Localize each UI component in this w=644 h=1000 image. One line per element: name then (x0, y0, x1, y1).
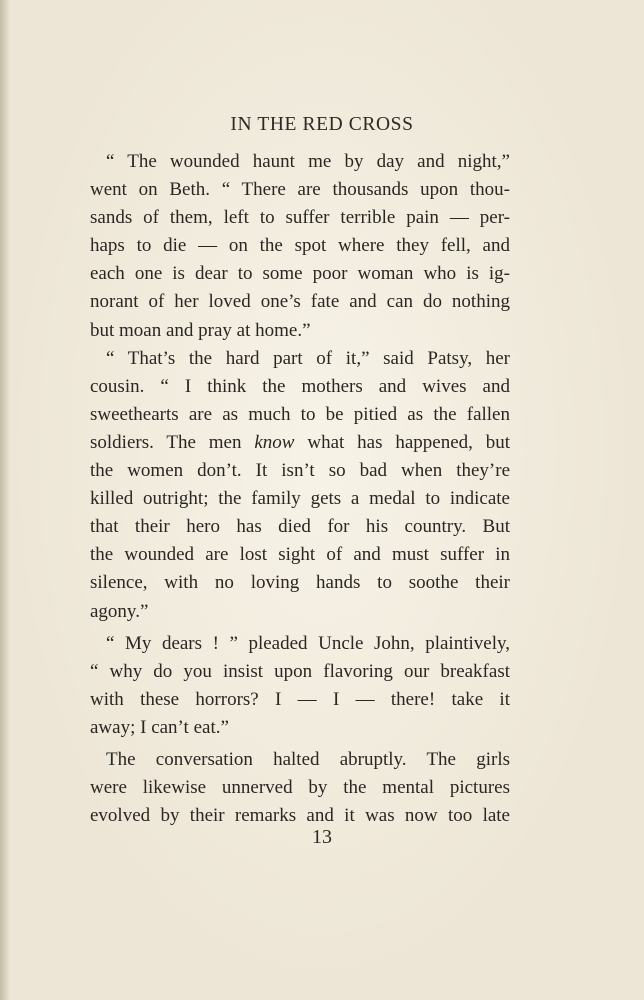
spine-shadow (0, 0, 10, 1000)
text-line: sweethearts are as much to be pitied as the fallen (90, 403, 510, 425)
text-line: that their hero has died for his country. But (90, 516, 510, 538)
italic-word: know (254, 431, 295, 453)
text-line: sands of them, left to suffer terrible pain — per- (90, 207, 510, 229)
text-line: haps to die — on the spot where they fell, and (90, 235, 510, 257)
running-head: IN THE RED CROSS (230, 114, 414, 135)
text-line-with-italic (90, 429, 510, 457)
text-line: each one is dear to some poor woman who is ig- (90, 263, 510, 285)
page-number: 13 (312, 826, 332, 848)
text-line: away; I can’t eat.” (90, 716, 229, 738)
text-line: “ My dears ! ” pleaded Uncle John, plaintively, (106, 632, 510, 654)
text-line: killed outright; the family gets a medal to indicate (90, 488, 510, 510)
text-line: but moan and pray at home.” (90, 319, 311, 341)
body-text (90, 148, 510, 830)
text-line: were likewise unnerved by the mental pictures (90, 777, 510, 799)
text-line: silence, with no loving hands to soothe their (90, 572, 510, 594)
text-line: with these horrors? I — I — there! take it (90, 688, 510, 710)
text-line: cousin. “ I think the mothers and wives and (90, 375, 510, 397)
text-line: went on Beth. “ There are thousands upon thou- (90, 179, 510, 201)
text-line-end: what has happened, but (294, 431, 511, 453)
text-line: “ why do you insist upon flavoring our breakfast (90, 660, 510, 682)
text-line: agony.” (90, 600, 149, 622)
text-line: “ The wounded haunt me by day and night,” (106, 151, 510, 172)
text-line: evolved by their remarks and it was now too late (90, 805, 510, 827)
text-line: The conversation halted abruptly. The girls (106, 748, 510, 770)
text-line: norant of her loved one’s fate and can do nothing (90, 291, 510, 313)
text-line-start: soldiers. The men (90, 431, 242, 453)
text-line: the women don’t. It isn’t so bad when they’re (90, 460, 510, 482)
text-line: “ That’s the hard part of it,” said Patsy, her (106, 347, 510, 369)
text-line: the wounded are lost sight of and must suffer in (90, 544, 510, 566)
